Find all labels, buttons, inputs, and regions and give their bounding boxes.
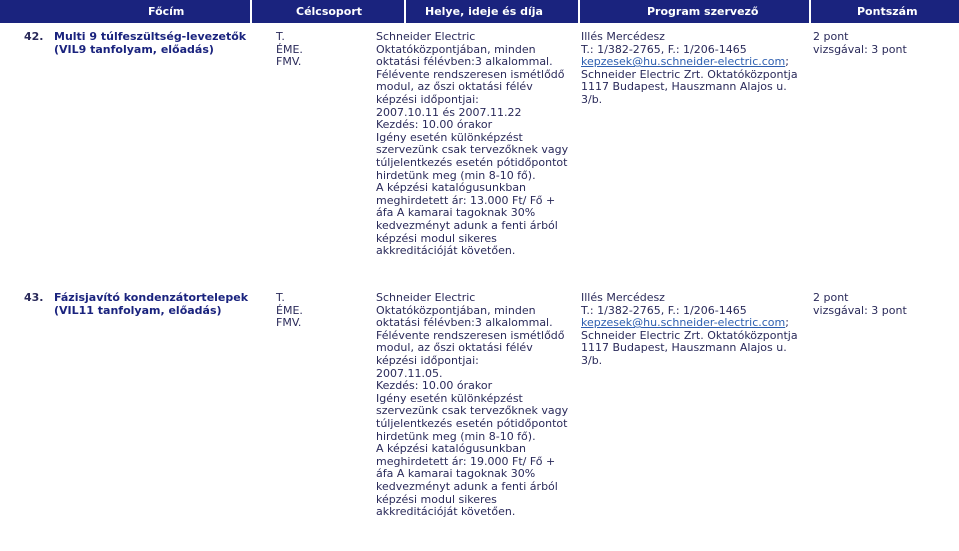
course-title-line: (VIL9 tanfolyam, előadás) xyxy=(54,42,214,56)
email-suffix: ; xyxy=(785,55,789,69)
details-line: Kezdés: 10.00 órakor xyxy=(376,379,493,393)
row-number: 42. xyxy=(24,30,44,43)
points-line: 2 pont xyxy=(813,30,849,43)
course-details xyxy=(376,292,568,519)
organizer-phone: T.: 1/382-2765, F.: 1/206-1465 xyxy=(581,303,747,317)
details-line: 2007.11.05. xyxy=(376,366,443,380)
details-line: modul, az őszi oktatási félév xyxy=(376,80,533,94)
details-line: képzési időpontjai: xyxy=(376,92,479,106)
details-line: oktatási félévben:3 alkalommal. xyxy=(376,55,553,69)
target-group xyxy=(276,31,303,69)
organizer-company: Schneider Electric Zrt. Oktatóközpontja xyxy=(581,67,798,81)
organizer-address: 1117 Budapest, Hauszmann Alajos u. xyxy=(581,80,787,94)
details-line: túljelentkezés esetén pótidőpontot xyxy=(376,155,568,169)
details-line: 2007.10.11 és 2007.11.22 xyxy=(376,105,522,119)
organizer xyxy=(581,292,798,368)
nav-header xyxy=(0,0,959,23)
nav-item-program-szervezo[interactable]: Program szervező xyxy=(647,5,759,18)
points-line: vizsgával: 3 pont xyxy=(813,42,907,56)
target-group-line: T. xyxy=(276,291,285,304)
details-line: kedvezményt adunk a fenti árból xyxy=(376,479,558,493)
nav-separator xyxy=(578,0,580,23)
nav-item-pontszam[interactable]: Pontszám xyxy=(857,5,918,18)
details-line: akkreditációját követően. xyxy=(376,244,516,258)
details-line: meghirdetett ár: 13.000 Ft/ Fő + xyxy=(376,193,556,207)
details-line: Kezdés: 10.00 órakor xyxy=(376,118,493,132)
details-line: akkreditációját követően. xyxy=(376,505,516,519)
organizer-name: Illés Mercédesz xyxy=(581,30,665,43)
organizer xyxy=(581,31,798,107)
organizer-address: 3/b. xyxy=(581,353,603,367)
row-number: 43. xyxy=(24,291,44,304)
target-group-line: FMV. xyxy=(276,316,302,330)
details-line: képzési modul sikeres xyxy=(376,492,497,506)
details-line: oktatási félévben:3 alkalommal. xyxy=(376,316,553,330)
details-line: kedvezményt adunk a fenti árból xyxy=(376,218,558,232)
details-line: áfa A kamarai tagoknak 30% xyxy=(376,467,536,481)
target-group-line: ÉME. xyxy=(276,303,303,317)
organizer-email-line xyxy=(581,56,798,69)
organizer-address: 1117 Budapest, Hauszmann Alajos u. xyxy=(581,341,787,355)
points-line: 2 pont xyxy=(813,291,849,304)
target-group-line: FMV. xyxy=(276,55,302,69)
details-line: szervezünk csak tervezőknek vagy xyxy=(376,404,569,418)
nav-separator xyxy=(404,0,406,23)
nav-separator xyxy=(809,0,811,23)
details-line: Schneider Electric xyxy=(376,291,476,304)
organizer-phone: T.: 1/382-2765, F.: 1/206-1465 xyxy=(581,42,747,56)
details-line: A képzési katalógusunkban xyxy=(376,442,527,456)
organizer-email-line xyxy=(581,317,798,330)
details-line: Schneider Electric xyxy=(376,30,476,43)
details-line: Oktatóközpontjában, minden xyxy=(376,42,536,56)
details-line: Igény esetén különképzést xyxy=(376,391,523,405)
points xyxy=(813,292,907,317)
details-line: A képzési katalógusunkban xyxy=(376,181,527,195)
target-group xyxy=(276,292,303,330)
details-line: Félévente rendszeresen ismétlődő xyxy=(376,328,565,342)
organizer-email-link[interactable]: kepzesek@hu.schneider-electric.com xyxy=(581,316,786,330)
details-line: képzési időpontjai: xyxy=(376,353,479,367)
course-title-line: Fázisjavító kondenzátortelepek xyxy=(54,291,249,304)
details-line: Félévente rendszeresen ismétlődő xyxy=(376,67,565,81)
details-line: képzési modul sikeres xyxy=(376,231,497,245)
details-line: meghirdetett ár: 19.000 Ft/ Fő + xyxy=(376,454,556,468)
details-line: hirdetünk meg (min 8-10 fő). xyxy=(376,429,536,443)
course-title xyxy=(54,292,248,317)
course-title-line: (VIL11 tanfolyam, előadás) xyxy=(54,303,222,317)
course-details xyxy=(376,31,568,258)
details-line: Oktatóközpontjában, minden xyxy=(376,303,536,317)
details-line: szervezünk csak tervezőknek vagy xyxy=(376,143,569,157)
organizer-email-link[interactable]: kepzesek@hu.schneider-electric.com xyxy=(581,55,786,69)
nav-item-celcsoport[interactable]: Célcsoport xyxy=(296,5,363,18)
organizer-name: Illés Mercédesz xyxy=(581,291,665,304)
details-line: modul, az őszi oktatási félév xyxy=(376,341,533,355)
organizer-company: Schneider Electric Zrt. Oktatóközpontja xyxy=(581,328,798,342)
target-group-line: T. xyxy=(276,30,285,43)
nav-item-helye[interactable]: Helye, ideje és díja xyxy=(425,5,543,18)
email-suffix: ; xyxy=(785,316,789,330)
details-line: Igény esetén különképzést xyxy=(376,130,523,144)
target-group-line: ÉME. xyxy=(276,42,303,56)
details-line: áfa A kamarai tagoknak 30% xyxy=(376,206,536,220)
details-line: hirdetünk meg (min 8-10 fő). xyxy=(376,168,536,182)
nav-item-focim[interactable]: Főcím xyxy=(148,5,185,18)
points xyxy=(813,31,907,56)
points-line: vizsgával: 3 pont xyxy=(813,303,907,317)
details-line: túljelentkezés esetén pótidőpontot xyxy=(376,416,568,430)
organizer-address: 3/b. xyxy=(581,92,603,106)
nav-separator xyxy=(250,0,252,23)
course-title-line: Multi 9 túlfeszültség-levezetők xyxy=(54,30,247,43)
course-title xyxy=(54,31,246,56)
